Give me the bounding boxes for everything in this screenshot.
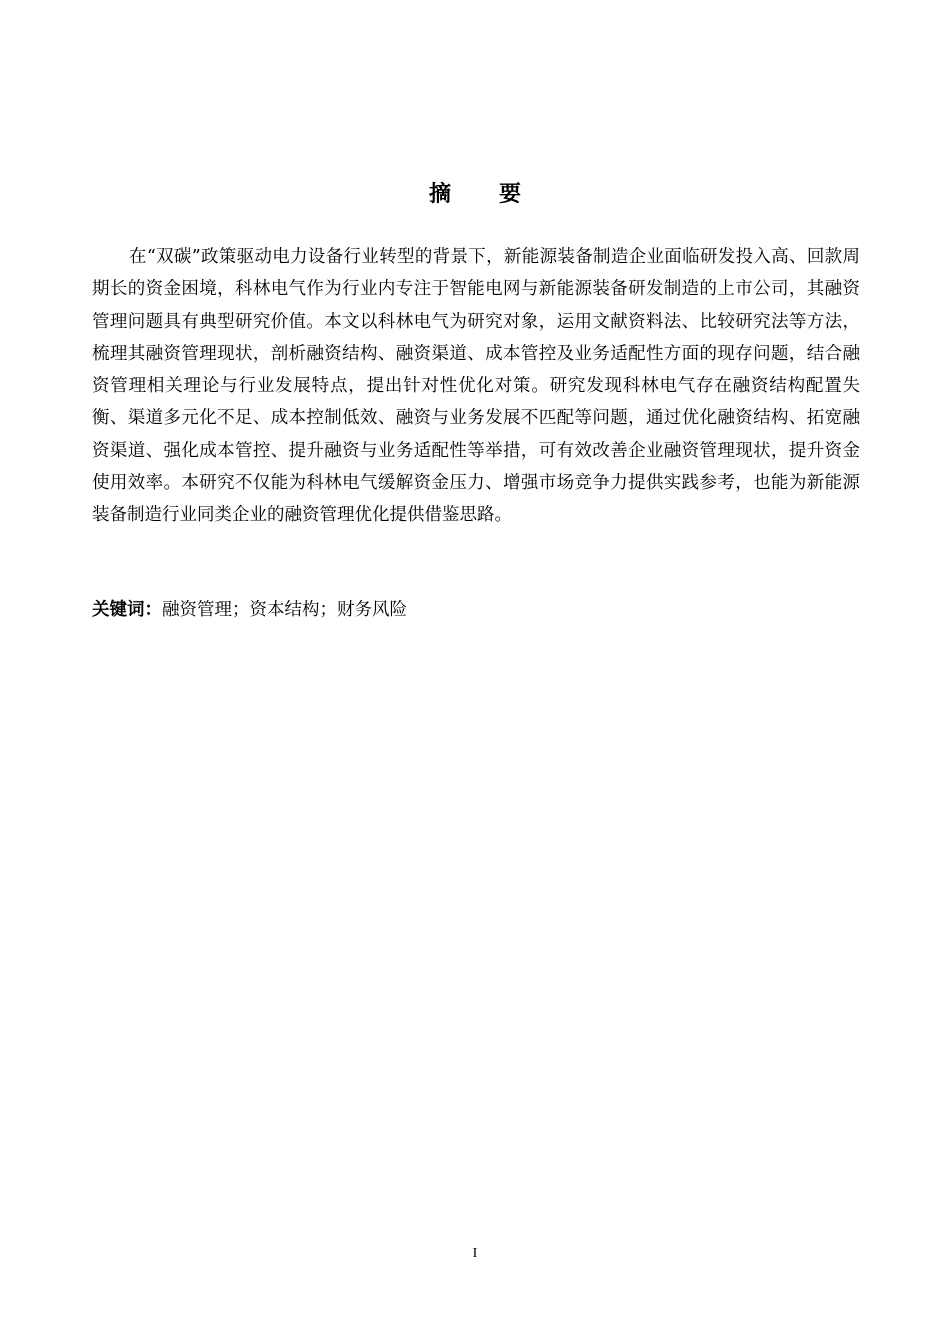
abstract-body: 在“双碳”政策驱动电力设备行业转型的背景下，新能源装备制造企业面临研发投入高、回款周期长的资金困境，科林电气作为行业内专注于智能电网与新能源装备研发制造的上市公司，其融资管理问题具有典型研究价值。本文以科林电气为研究对象，运用文献资料法、比较研究法等方法，梳理其融资管理现状，剖析融资结构、融资渠道、成本管控及业务适配性方面的现存问题，结合融资管理相关理论与行业发展特点，提出针对性优化对策。研究发现科林电气存在融资结构配置失衡、渠道多元化不足、成本控制低效、融资与业务发展不匹配等问题，通过优化融资结构、拓宽融资渠道、强化成本管控、提升融资与业务适配性等举措，可有效改善企业融资管理现状，提升资金使用效率。本研究不仅能为科林电气缓解资金压力、增强市场竞争力提供实践参考，也能为新能源装备制造行业同类企业的融资管理优化提供借鉴思路。 <box>92 247 860 526</box>
page-number: I <box>472 1246 478 1261</box>
keywords-label: 关键词： <box>92 600 162 620</box>
keywords-value: 融资管理；资本结构；财务风险 <box>162 600 407 620</box>
keywords-line <box>92 594 860 626</box>
abstract-title: 摘要 <box>428 182 569 207</box>
